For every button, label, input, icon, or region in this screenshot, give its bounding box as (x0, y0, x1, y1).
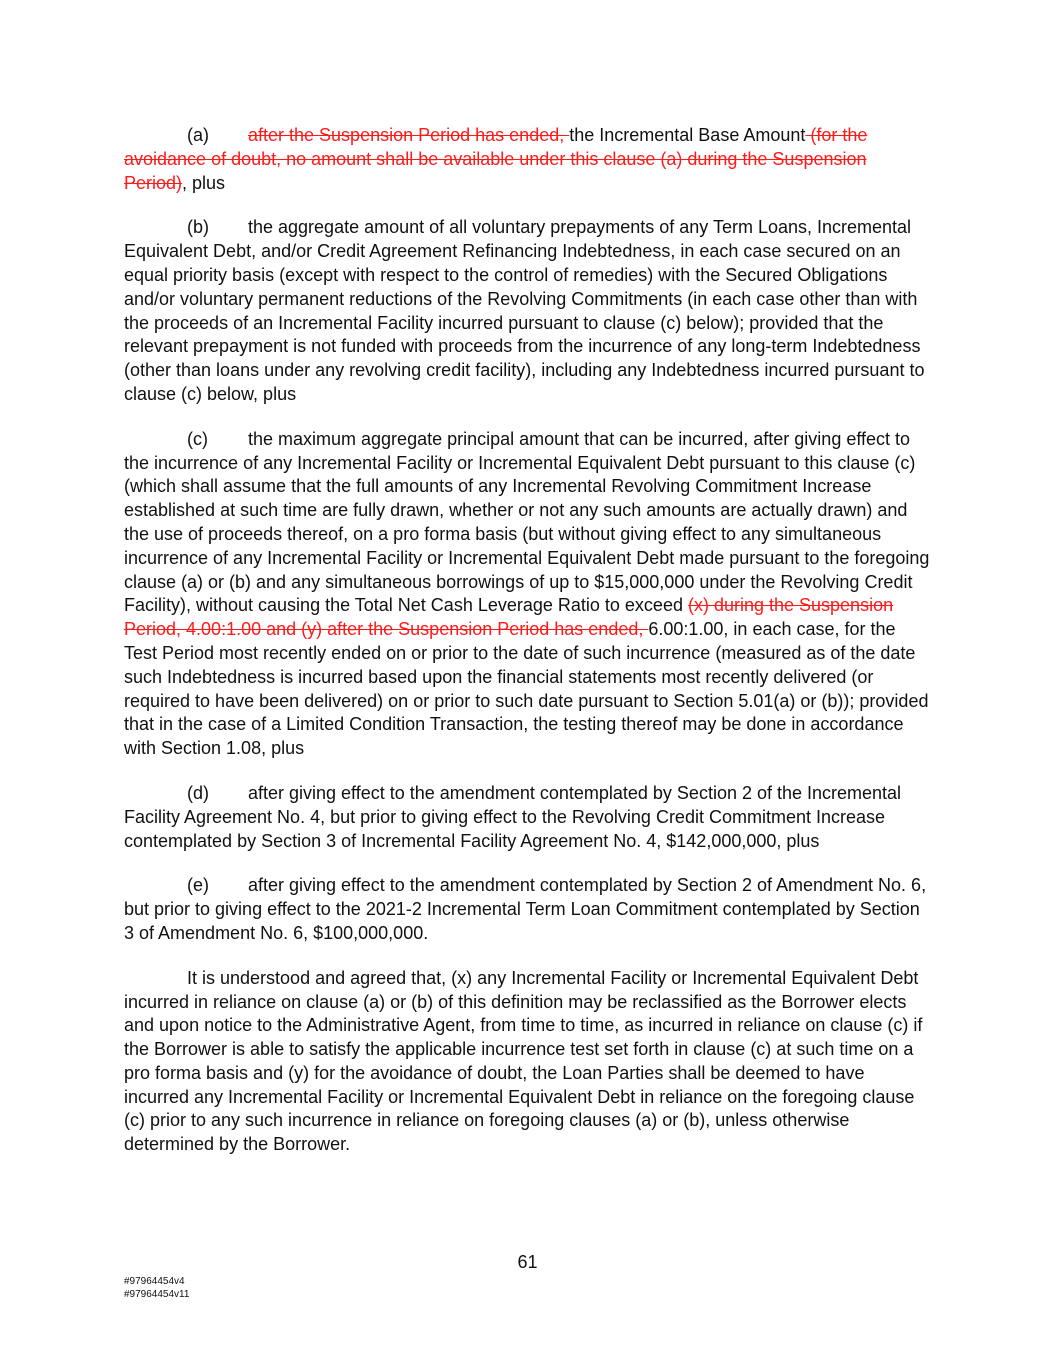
clause-a-deletion-2: (for the avoidance of doubt, no amount shall be available under this clause (a) during the Suspension Period) (124, 125, 868, 193)
clause-e-label: (e) (187, 875, 209, 896)
clause-c-deletion: (x) during the Suspension Period, 4.00:1.00 and (y) after the Suspension Period has ended, (124, 595, 894, 640)
document-ids (124, 1276, 189, 1301)
clause-e (124, 874, 930, 945)
clause-b-label: (b) (187, 217, 209, 238)
clause-c-text-1: the maximum aggregate principal amount that can be incurred, after giving effect to the incurrence of any Incremental Facility or Incremental Equivalent Debt pursuant to this clause (c) (which shall assume that the full amounts of any Incremental Revolving Commitment Increase established at such time are fully drawn, whether or not any such amounts are actually drawn) and the use of proceeds thereof, on a pro forma basis (but without giving effect to any simultaneous incurrence of any Incremental Facility or Incremental Equivalent Debt made pursuant to the foregoing clause (a) or (b) and any simultaneous borrowings of up to $15,000,000 under the Revolving Credit Facility), without causing the Total Net Cash Leverage Ratio to exceed (124, 428, 930, 616)
document-body (124, 124, 930, 1178)
closing-paragraph-text: It is understood and agreed that, (x) any Incremental Facility or Incremental Equivalent Debt incurred in reliance on clause (a) or (b) of this definition may be reclassified as the Borrower elects and upon notice to the Administrative Agent, from time to time, as incurred in reliance on clause (c) if the Borrower is able to satisfy the applicable incurrence test set forth in clause (c) at such time on a pro forma basis and (y) for the avoidance of doubt, the Loan Parties shall be deemed to have incurred any Incremental Facility or Incremental Equivalent Debt in reliance on the foregoing clause (c) prior to any such incurrence in reliance on foregoing clauses (a) or (b), unless otherwise determined by the Borrower. (124, 967, 923, 1155)
clause-b-text: the aggregate amount of all voluntary prepayments of any Term Loans, Incremental Equivalent Debt, and/or Credit Agreement Refinancing Indebtedness, in each case secured on an equal priority basis (except with respect to the control of remedies) with the Secured Obligations and/or voluntary permanent reductions of the Revolving Commitments (in each case other than with the proceeds of an Incremental Facility incurred pursuant to clause (c) below); provided that the relevant prepayment is not funded with proceeds from the incurrence of any long-term Indebtedness (other than loans under any revolving credit facility), including any Indebtedness incurred pursuant to clause (c) below, plus (124, 217, 925, 404)
document-id: #97964454v11 (124, 1288, 190, 1300)
closing-paragraph (124, 967, 930, 1157)
clause-d-text: after giving effect to the amendment contemplated by Section 2 of the Incremental Facility Agreement No. 4, but prior to giving effect to the Revolving Credit Commitment Increase contemplated by Section 3 of Incremental Facility Agreement No. 4, $142,000,000, plus (124, 782, 902, 851)
clause-d-label: (d) (187, 782, 209, 803)
clause-a-text-2: , plus (182, 172, 226, 193)
clause-a-label: (a) (187, 125, 209, 145)
clause-a (124, 124, 930, 195)
clause-b (124, 216, 930, 406)
clause-a-deletion-1: after the Suspension Period has ended, (248, 125, 570, 145)
clause-e-text: after giving effect to the amendment contemplated by Section 2 of Amendment No. 6, but prior to giving effect to the 2021-2 Incremental Term Loan Commitment contemplated by Section 3 of Amendment No. 6, $100,000,000. (124, 875, 927, 943)
clause-d (124, 782, 930, 853)
clause-c-text-2: 6.00:1.00, in each case, for the Test Period most recently ended on or prior to the date of such incurrence (measured as of the date such Indebtedness is incurred based upon the financial statements most recently delivered (or required to have been delivered) on or prior to such date pursuant to Section 5.01(a) or (b)); provided that in the case of a Limited Condition Transaction, the testing thereof may be done in accordance with Section 1.08, plus (124, 619, 929, 759)
page-number: 61 (517, 1252, 538, 1272)
clause-c (124, 428, 930, 761)
document-id: #97964454v4 (124, 1276, 185, 1287)
clause-c-label: (c) (187, 428, 208, 449)
clause-a-text-1: the Incremental Base Amount (569, 125, 806, 145)
